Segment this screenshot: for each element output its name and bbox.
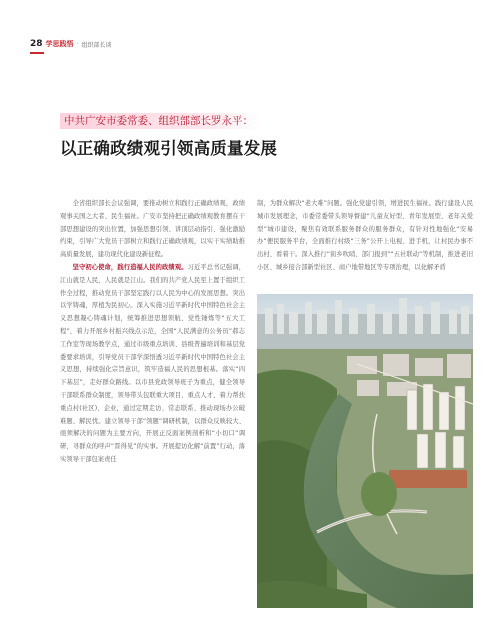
section-lead: 坚守初心使命，践行造福人民的政绩观。 bbox=[72, 263, 188, 271]
article-title: 以正确政绩观引领高质量发展 bbox=[60, 139, 278, 158]
paragraph-people bbox=[60, 262, 245, 467]
subcolumn-name: 组织部长谈 bbox=[81, 41, 112, 49]
header-separator: · bbox=[76, 40, 79, 48]
header-rule bbox=[30, 52, 44, 54]
author-kicker: 中共广安市委常委、组织部部长罗永平： bbox=[60, 113, 261, 129]
running-header bbox=[30, 38, 111, 50]
right-text-column bbox=[257, 198, 473, 275]
aerial-city-photo bbox=[257, 294, 473, 608]
left-text-column bbox=[60, 198, 245, 467]
paragraph-intro: 全省组织部长会议强调，要推动树立和践行正确政绩观，政绩观事关国之大者、民生福祉。广安市坚持把正确政绩观教育摆在干部思想建设的突出位置，加强思想引领、讲顶层动指引、强化激励约束，引导广大党员干部树立和践行正确政绩观，以实干实绩助推高质量发展，建功现代化建设新征程。 bbox=[60, 200, 245, 259]
column-name: 学思践悟 bbox=[45, 40, 74, 48]
paragraph-continued: 制，为群众解决“老大难”问题。强化党建引领，增进民生福祉。践行建设人民城市发展理念，市委常委带头领导督建“儿童友好型、青年发展型、老年关爱型”城市建设，聚焦有效联系服务群众的服务群众，有针对性地强化“安易办”便民服务平台，全面推行村级“三务”公开上电视、进手机，让村民办事不出村、看着干。深入推行“街乡吹哨、部门报到”“五社联动”等机制，推进老旧小区、城乡接合部新型社区、商户地带地区等专项治理，以化解矛盾 bbox=[257, 200, 473, 271]
paragraph-people-body: 习近平总书记强调，江山就是人民，人民就是江山。我们的共产党人民至上置于组织工作全过程，推动党员干部坚定践行以人民为中心的发展思想。突出以学铸魂，厚植为民初心。深入实施习近平新时代中国特色社会主义思想凝心铸魂计划，统筹推进思想领航、党性锤炼等“五大工程”，着力开展乡村振兴线点示范，全国“人民满意的公务员”郝志工作室等现场教学点，通过市级重点培训、县级普遍培训和基层党委要求培训，引导党员干部学深悟透习近平新时代中国特色社会主义思想，持续强化宗旨意识，筑牢造福人民的思想根基。落实“四下基层”，走好群众路线。以市县党政领导班子为重点，健全领导干部联系群众制度，领导带头包联重大项目、重点人才，着力帮扶重点村(社区)、企业，通过定期走访、常态联系、推动现场办公破难题、解民忧。建立领导干部“领题”调研机制，以群众反映较大、亟须解决的问题为主要方向，开展正反面案例剖析和“小切口”调研，寻群众的呼声“晋得见”的实事。开展提访化解“前置”行动，落实领导干部包案责任 bbox=[60, 263, 246, 463]
page-number: 28 bbox=[30, 39, 43, 49]
